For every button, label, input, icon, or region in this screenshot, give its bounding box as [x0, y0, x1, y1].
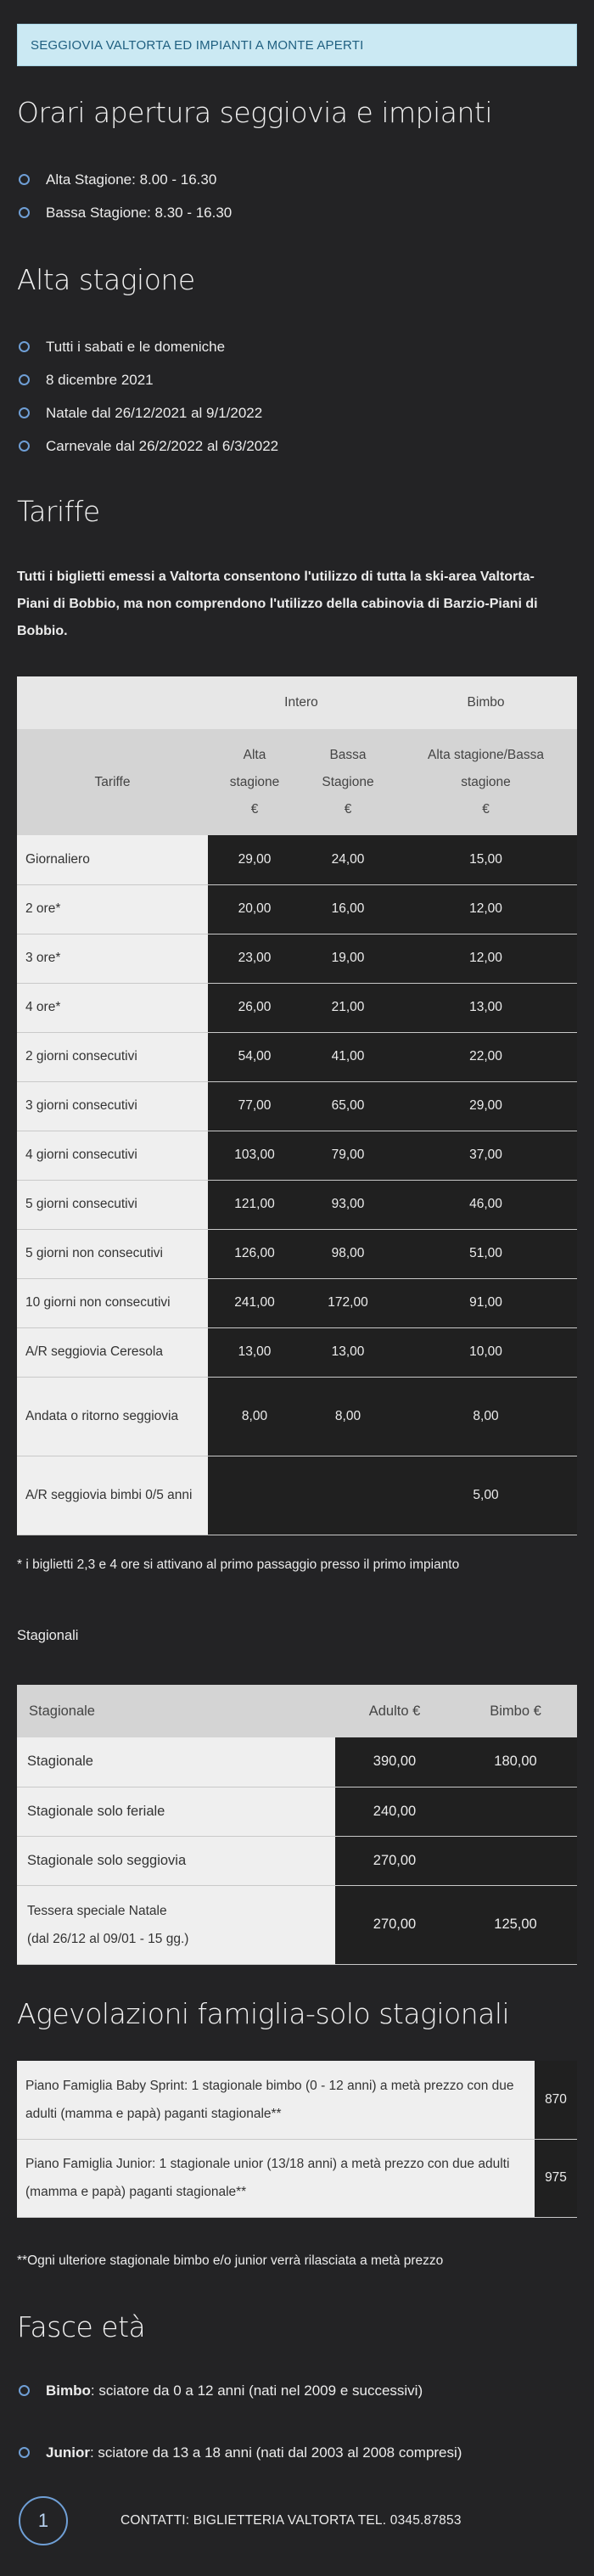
- price-bimbo: 8,00: [395, 1377, 577, 1456]
- price-adulto: 240,00: [335, 1787, 454, 1836]
- price-alta: 77,00: [208, 1081, 301, 1131]
- header-bassa-stagione: Bassa Stagione €: [301, 729, 395, 835]
- tariff-label: A/R seggiovia Ceresola: [17, 1327, 208, 1377]
- price-bassa: 98,00: [301, 1229, 395, 1278]
- table-row: [17, 1229, 577, 1278]
- tariff-label: Giornaliero: [17, 835, 208, 884]
- tariff-label: 5 giorni consecutivi: [17, 1180, 208, 1229]
- price-bimbo: 12,00: [395, 934, 577, 983]
- price-bassa: 65,00: [301, 1081, 395, 1131]
- price-bimbo: 37,00: [395, 1131, 577, 1180]
- table-row: [17, 1131, 577, 1180]
- table-row: [17, 2139, 577, 2217]
- stagionali-table: [17, 1685, 577, 1965]
- price-alta: 126,00: [208, 1229, 301, 1278]
- price-bimbo: [454, 1836, 577, 1885]
- tariff-label: 4 ore*: [17, 983, 208, 1032]
- price-bimbo: 29,00: [395, 1081, 577, 1131]
- price-bimbo: 91,00: [395, 1278, 577, 1327]
- list-item: Carnevale dal 26/2/2022 al 6/3/2022: [17, 429, 278, 463]
- famiglia-note: **Ogni ulteriore stagionale bimbo e/o junior verrà rilasciata a metà prezzo: [17, 2253, 444, 2268]
- price-adulto: 270,00: [335, 1885, 454, 1964]
- price-bassa: 79,00: [301, 1131, 395, 1180]
- orari-list: [17, 163, 232, 229]
- page-number-button[interactable]: 1: [19, 2496, 68, 2545]
- price-bimbo: 51,00: [395, 1229, 577, 1278]
- bullet-ring-icon: [19, 407, 30, 418]
- price-alta: 241,00: [208, 1278, 301, 1327]
- price-bimbo: 10,00: [395, 1327, 577, 1377]
- price-bassa: 41,00: [301, 1032, 395, 1081]
- header-bimbo: Bimbo €: [454, 1685, 577, 1737]
- table-row: [17, 1737, 577, 1787]
- table-row: [17, 835, 577, 884]
- tariff-label: 2 ore*: [17, 884, 208, 934]
- stagionale-label: [17, 1836, 335, 1885]
- table-row: [17, 1327, 577, 1377]
- orari-title: Orari apertura seggiovia e impianti: [17, 96, 492, 129]
- price-adulto: 270,00: [335, 1836, 454, 1885]
- price-bimbo: 125,00: [454, 1885, 577, 1964]
- contacts-text: CONTATTI: BIGLIETTERIA VALTORTA TEL. 0345.87853: [120, 2513, 462, 2528]
- price-bassa: 19,00: [301, 934, 395, 983]
- list-item: Tutti i sabati e le domeniche: [17, 330, 278, 363]
- footer: [19, 2495, 562, 2546]
- piano-famiglia-price: 870: [535, 2061, 577, 2139]
- table-row: [17, 1836, 577, 1885]
- bullet-ring-icon: [19, 2385, 30, 2396]
- stagionale-label-text: Tessera speciale Natale: [27, 1903, 167, 1918]
- table-row: [17, 1032, 577, 1081]
- list-item: Bimbo: sciatore da 0 a 12 anni (nati nel 2009 e successivi): [17, 2374, 462, 2436]
- stagionale-label-text: Stagionale: [27, 1754, 93, 1770]
- header-intero: Intero: [208, 676, 395, 729]
- price-alta: 8,00: [208, 1377, 301, 1456]
- stagionali-title: Stagionali: [17, 1628, 79, 1643]
- price-alta: 121,00: [208, 1180, 301, 1229]
- table-row: [17, 983, 577, 1032]
- alta-stagione-list: [17, 330, 278, 463]
- bullet-ring-icon: [19, 2447, 30, 2458]
- price-alta: 29,00: [208, 835, 301, 884]
- list-item: Natale dal 26/12/2021 al 9/1/2022: [17, 396, 278, 429]
- table-row: [17, 1456, 577, 1535]
- stagionale-label-sub: (dal 26/12 al 09/01 - 15 gg.): [27, 1931, 189, 1946]
- tariff-label: 5 giorni non consecutivi: [17, 1229, 208, 1278]
- fasce-title: Fasce età: [17, 2310, 146, 2343]
- price-bimbo: 13,00: [395, 983, 577, 1032]
- famiglia-title: Agevolazioni famiglia-solo stagionali: [17, 1997, 510, 2030]
- table-row: [17, 1787, 577, 1836]
- piano-famiglia-label: Piano Famiglia Baby Sprint: 1 stagionale bimbo (0 - 12 anni) a metà prezzo con due adulti (mamma e papà) paganti stagionale**: [17, 2061, 535, 2139]
- price-alta: 23,00: [208, 934, 301, 983]
- tariff-label: 3 giorni consecutivi: [17, 1081, 208, 1131]
- famiglia-table: [17, 2061, 577, 2218]
- header-bimbo: Bimbo: [395, 676, 577, 729]
- price-adulto: 390,00: [335, 1737, 454, 1787]
- price-alta: 20,00: [208, 884, 301, 934]
- table-row: [17, 1885, 577, 1964]
- table-row: [17, 1278, 577, 1327]
- price-alta: [208, 1456, 301, 1535]
- tariff-label: 10 giorni non consecutivi: [17, 1278, 208, 1327]
- tariff-label: A/R seggiovia bimbi 0/5 anni: [17, 1456, 208, 1535]
- stagionale-label: [17, 1737, 335, 1787]
- bullet-ring-icon: [19, 174, 30, 185]
- stagionale-label: [17, 1885, 335, 1964]
- price-alta: 54,00: [208, 1032, 301, 1081]
- header-adulto: Adulto €: [335, 1685, 454, 1737]
- tariff-label: 4 giorni consecutivi: [17, 1131, 208, 1180]
- header-bimbo-stagione: Alta stagione/Bassa stagione €: [395, 729, 577, 835]
- tariffe-intro: Tutti i biglietti emessi a Valtorta consentono l'utilizzo di tutta la ski-area Valtorta-Piani di Bobbio, ma non comprendono l'utilizzo della cabinovia di Barzio-Piani di Bobbio.: [17, 570, 538, 638]
- price-bimbo: 12,00: [395, 884, 577, 934]
- piano-famiglia-price: 975: [535, 2139, 577, 2217]
- list-item: Alta Stagione: 8.00 - 16.30: [17, 163, 232, 196]
- tariffe-title: Tariffe: [17, 495, 100, 528]
- tariffe-note: * i biglietti 2,3 e 4 ore si attivano al primo passaggio presso il primo impianto: [17, 1557, 460, 1572]
- bullet-ring-icon: [19, 374, 30, 385]
- table-row: [17, 934, 577, 983]
- bullet-ring-icon: [19, 207, 30, 218]
- price-bimbo: 46,00: [395, 1180, 577, 1229]
- price-bimbo: 22,00: [395, 1032, 577, 1081]
- alta-stagione-title: Alta stagione: [17, 263, 195, 296]
- table-row: [17, 1377, 577, 1456]
- price-bassa: 8,00: [301, 1377, 395, 1456]
- table-row: [17, 1180, 577, 1229]
- table-row: [17, 2061, 577, 2139]
- price-bimbo: [454, 1787, 577, 1836]
- list-item: Junior: sciatore da 13 a 18 anni (nati dal 2003 al 2008 compresi): [17, 2436, 462, 2469]
- price-bassa: 172,00: [301, 1278, 395, 1327]
- tariff-label: 3 ore*: [17, 934, 208, 983]
- table-row: [17, 884, 577, 934]
- stagionale-label-text: Stagionale solo feriale: [27, 1803, 165, 1819]
- bullet-ring-icon: [19, 441, 30, 452]
- list-item: 8 dicembre 2021: [17, 363, 278, 396]
- stagionale-label-text: Stagionale solo seggiovia: [27, 1852, 187, 1868]
- price-alta: 13,00: [208, 1327, 301, 1377]
- price-bimbo: 5,00: [395, 1456, 577, 1535]
- price-bassa: 16,00: [301, 884, 395, 934]
- fasce-list: [17, 2374, 462, 2469]
- table-corner: [17, 676, 208, 729]
- piano-famiglia-label: Piano Famiglia Junior: 1 stagionale unior (13/18 anni) a metà prezzo con due adulti (mamma e papà) paganti stagionale**: [17, 2139, 535, 2217]
- price-alta: 26,00: [208, 983, 301, 1032]
- list-item: Bassa Stagione: 8.30 - 16.30: [17, 196, 232, 229]
- table-row: [17, 1081, 577, 1131]
- price-bimbo: 180,00: [454, 1737, 577, 1787]
- header-stagionale: Stagionale: [17, 1685, 335, 1737]
- price-bassa: 13,00: [301, 1327, 395, 1377]
- price-bassa: [301, 1456, 395, 1535]
- bullet-ring-icon: [19, 341, 30, 352]
- price-bassa: 93,00: [301, 1180, 395, 1229]
- price-bassa: 21,00: [301, 983, 395, 1032]
- info-banner: SEGGIOVIA VALTORTA ED IMPIANTI A MONTE APERTI: [17, 24, 577, 66]
- tariff-label: Andata o ritorno seggiovia: [17, 1377, 208, 1456]
- price-bimbo: 15,00: [395, 835, 577, 884]
- header-tariffe: Tariffe: [17, 729, 208, 835]
- tariff-label: 2 giorni consecutivi: [17, 1032, 208, 1081]
- tariffe-table: [17, 676, 577, 1535]
- header-alta-stagione: Alta stagione €: [208, 729, 301, 835]
- stagionale-label: [17, 1787, 335, 1836]
- price-bassa: 24,00: [301, 835, 395, 884]
- price-alta: 103,00: [208, 1131, 301, 1180]
